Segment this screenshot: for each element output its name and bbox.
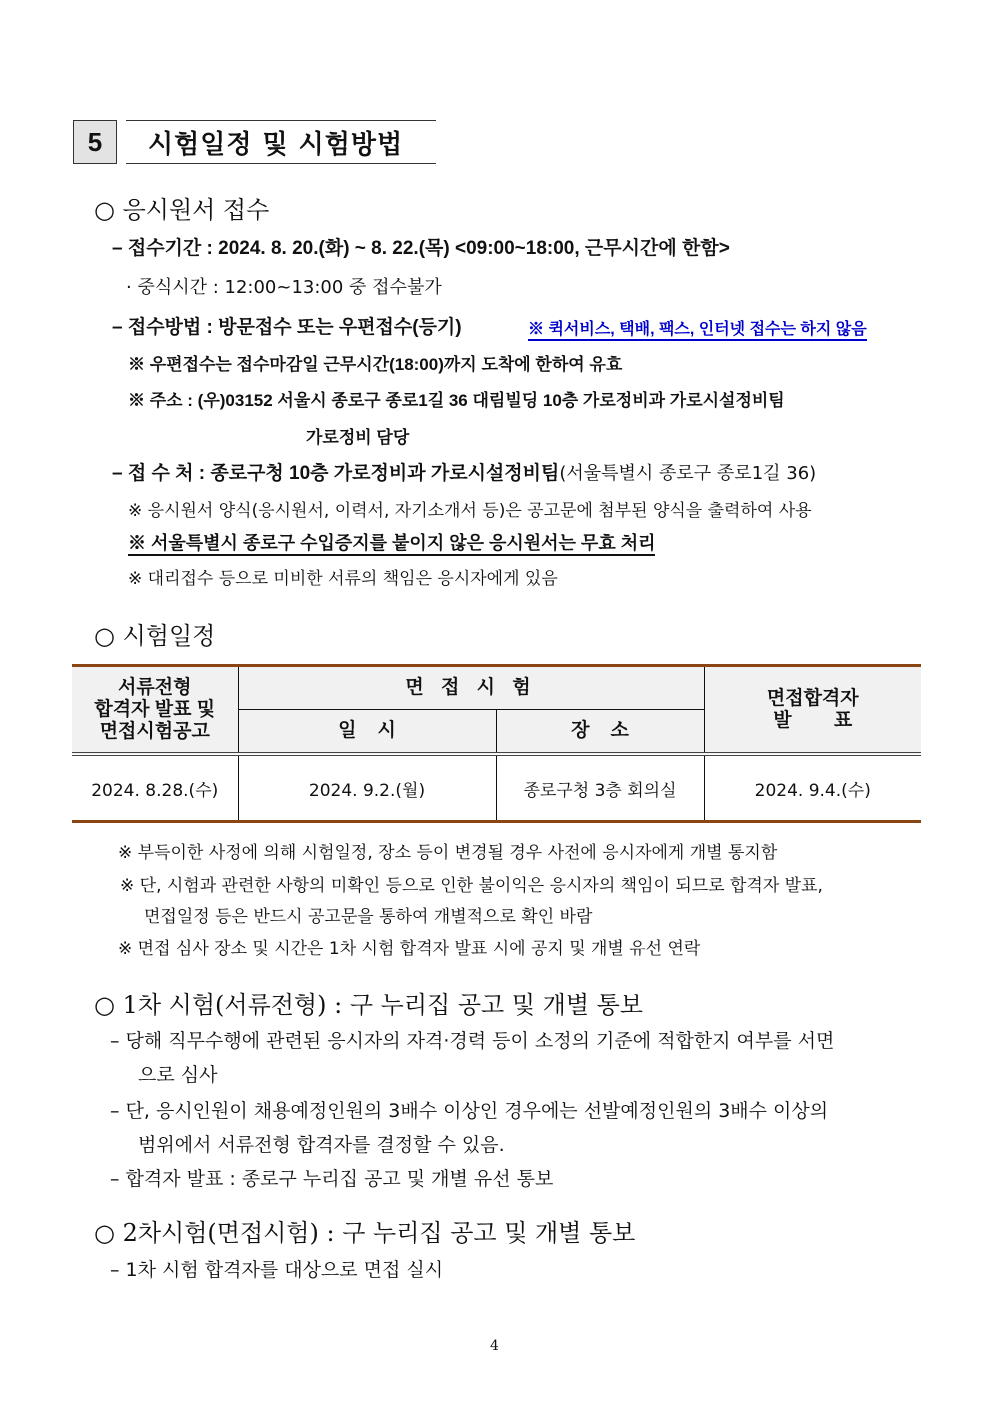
stamp-warning-note: ※ 서울특별시 종로구 수입증지를 붙이지 않은 응시원서는 무효 처리 <box>128 533 655 556</box>
exam2-line-1: – 1차 시험 합격자를 대상으로 면접 실시 <box>110 1259 444 1281</box>
cell-screening-date: 2024. 8.28.(수) <box>72 754 238 822</box>
header-interview: 면 접 시 험 <box>238 666 704 710</box>
cell-interview-place: 종로구청 3층 회의실 <box>496 754 704 822</box>
section-title: 시험일정 및 시험방법 <box>148 130 404 160</box>
exam1-line-2-cont: 범위에서 서류전형 합격자를 결정할 수 있음. <box>138 1134 505 1156</box>
cell-interview-date: 2024. 9.2.(월) <box>238 754 496 822</box>
application-method: – 접수방법 : 방문접수 또는 우편접수(등기) <box>112 317 462 338</box>
exam1-line-3: – 합격자 발표 : 종로구 누리집 공고 및 개별 유선 통보 <box>110 1168 554 1190</box>
lunch-time-note: · 중식시간 : 12:00~13:00 중 접수불가 <box>126 277 442 298</box>
header-interview-date: 일 시 <box>238 710 496 755</box>
exam1-line-1-cont: 으로 심사 <box>138 1064 218 1086</box>
address-line-1: ※ 주소 : (우)03152 서울시 종로구 종로1길 36 대림빌딩 10층 가로정비과 가로시설정비팀 <box>128 391 785 410</box>
table-row <box>72 754 921 822</box>
application-place-address: (서울특별시 종로구 종로1길 36) <box>559 463 817 484</box>
address-line-2: 가로정비 담당 <box>306 428 410 447</box>
cell-final-date: 2024. 9.4.(수) <box>704 754 921 822</box>
exam1-line-2: – 단, 응시인원이 채용예정인원의 3배수 이상인 경우에는 선발예정인원의 3배수 이상의 <box>110 1100 829 1122</box>
schedule-table <box>72 664 921 823</box>
page-number: 4 <box>490 1338 499 1354</box>
exam1-line-1: – 당해 직무수행에 관련된 응시자의 자격·경력 등이 소정의 기준에 적합한지 여부를 서면 <box>110 1030 835 1052</box>
header-document-screening: 서류전형 합격자 발표 및 면접시험공고 <box>72 666 238 755</box>
form-note: ※ 응시원서 양식(응시원서, 이력서, 자기소개서 등)은 공고문에 첨부된 양식을 출력하여 사용 <box>128 501 812 521</box>
application-period: – 접수기간 : 2024. 8. 20.(화) ~ 8. 22.(목) <09:00~18:00, 근무시간에 한함> <box>112 238 730 259</box>
method-restriction-note: ※ 퀵서비스, 택배, 팩스, 인터넷 접수는 하지 않음 <box>528 321 867 341</box>
proxy-note: ※ 대리접수 등으로 미비한 서류의 책임은 응시자에게 있음 <box>128 569 558 589</box>
application-place <box>112 458 816 485</box>
header-interview-place: 장 소 <box>496 710 704 755</box>
schedule-note-2: ※ 단, 시험과 관련한 사항의 미확인 등으로 인한 불이익은 응시자의 책임이 되므로 합격자 발표, <box>120 876 823 896</box>
section-number: 5 <box>73 120 117 164</box>
schedule-note-3: ※ 면접 심사 장소 및 시간은 1차 시험 합격자 발표 시에 공지 및 개별 유선 연락 <box>118 939 701 959</box>
exam2-heading: ○ 2차시험(면접시험) : 구 누리집 공고 및 개별 통보 <box>94 1219 636 1247</box>
header-final-announcement: 면접합격자 발 표 <box>704 666 921 755</box>
application-heading: ○ 응시원서 접수 <box>94 196 270 224</box>
schedule-note-2-cont: 면접일정 등은 반드시 공고문을 통하여 개별적으로 확인 바람 <box>144 907 593 927</box>
postal-deadline-note: ※ 우편접수는 접수마감일 근무시간(18:00)까지 도착에 한하여 유효 <box>128 355 623 374</box>
application-place-bold: – 접 수 처 : 종로구청 10층 가로정비과 가로시설정비팀 <box>112 463 560 484</box>
schedule-heading: ○ 시험일정 <box>94 622 216 650</box>
exam1-heading: ○ 1차 시험(서류전형) : 구 누리집 공고 및 개별 통보 <box>94 991 643 1019</box>
schedule-note-1: ※ 부득이한 사정에 의해 시험일정, 장소 등이 변경될 경우 사전에 응시자에게 개별 통지함 <box>118 843 778 863</box>
